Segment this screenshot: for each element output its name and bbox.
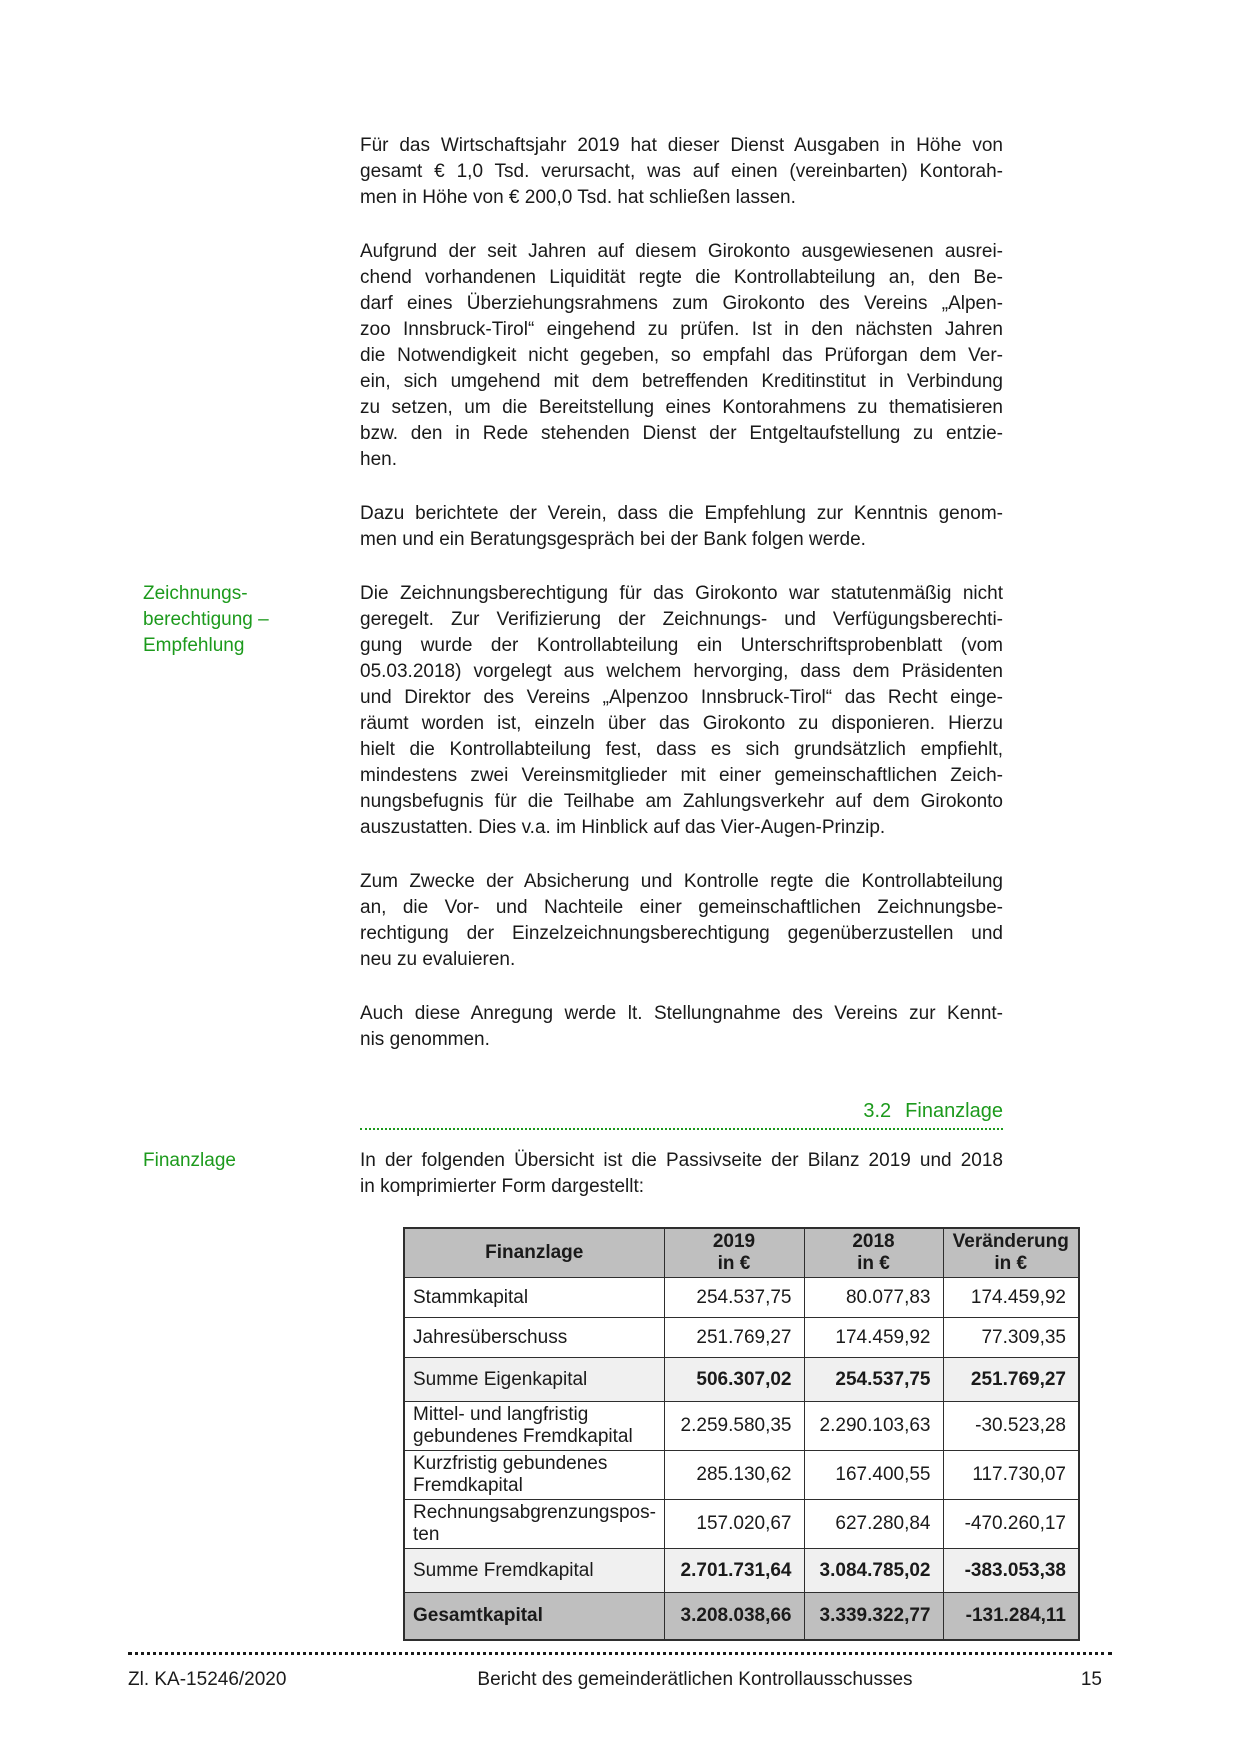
paragraph-girokonto-liquiditaet	[360, 239, 1003, 473]
table-cell-value: 174.459,92	[804, 1318, 943, 1358]
table-row-label: Summe Eigenkapital	[404, 1358, 664, 1402]
text-line: mindestens zwei Vereinsmitglieder mit einer gemeinschaftlichen Zeich-	[360, 765, 1003, 786]
text-line: Für das Wirtschaftsjahr 2019 hat dieser Dienst Ausgaben in Höhe von	[360, 135, 1003, 156]
page-footer	[128, 1652, 1112, 1691]
table-cell-value: 251.769,27	[664, 1318, 804, 1358]
table-row-label: Kurzfristig gebundenes Fremdkapital	[404, 1451, 664, 1500]
table-row-label: Rechnungsabgrenzungspos- ten	[404, 1500, 664, 1549]
table-cell-value: 254.537,75	[664, 1278, 804, 1318]
table-row	[404, 1593, 1079, 1640]
text-line: chend vorhandenen Liquidität regte die Kontrollabteilung an, den Be-	[360, 267, 1003, 288]
table-cell-value: 254.537,75	[804, 1358, 943, 1402]
margin-note-finanzlage	[143, 1148, 360, 1641]
table-row	[404, 1451, 1079, 1500]
text-line: gung wurde der Kontrollabteilung ein Unterschriftsprobenblatt (vom	[360, 635, 1003, 656]
table-cell-value: 167.400,55	[804, 1451, 943, 1500]
paragraph-row-with-note	[143, 1148, 1078, 1641]
text-line: auszustatten. Dies v.a. im Hinblick auf das Vier-Augen-Prinzip.	[360, 817, 886, 838]
footer-report-title: Bericht des gemeinderätlichen Kontrollausschusses	[477, 1669, 913, 1690]
text-line: und Direktor des Vereins „Alpenzoo Innsbruck-Tirol“ das Recht einge-	[360, 687, 1003, 708]
text-line: 05.03.2018) vorgelegt aus welchem hervorging, dass dem Präsidenten	[360, 661, 1003, 682]
text-line: Empfehlung	[143, 635, 245, 656]
table-cell-value: 2.701.731,64	[664, 1549, 804, 1593]
section-number: 3.2	[863, 1100, 892, 1122]
paragraph-wirtschaftsjahr	[360, 133, 1003, 211]
text-line: Die Zeichnungsberechtigung für das Girokonto war statutenmäßig nicht	[360, 583, 1003, 604]
body-column	[360, 133, 1003, 581]
text-line: zoo Innsbruck-Tirol“ eingehend zu prüfen. Ist in den nächsten Jahren	[360, 319, 1003, 340]
paragraph-anregung-kenntnis	[360, 1001, 1003, 1053]
text-line: Zeichnungs-	[143, 583, 248, 604]
table-row	[404, 1278, 1079, 1318]
table-cell-value: 3.208.038,66	[664, 1593, 804, 1640]
text-line: nis genommen.	[360, 1029, 490, 1050]
text-line: Finanzlage	[143, 1150, 236, 1171]
text-line: neu zu evaluieren.	[360, 949, 516, 970]
table-cell-value: 285.130,62	[664, 1451, 804, 1500]
table-cell-value: 77.309,35	[943, 1318, 1079, 1358]
table-cell-value: 80.077,83	[804, 1278, 943, 1318]
table-cell-value: 174.459,92	[943, 1278, 1079, 1318]
footer-page-number: 15	[1080, 1669, 1102, 1690]
table-cell-value: 117.730,07	[943, 1451, 1079, 1500]
paragraph-row	[143, 133, 1078, 581]
paragraph-absicherung-kontrolle	[360, 869, 1003, 973]
table-cell-value: 3.084.785,02	[804, 1549, 943, 1593]
table-row	[404, 1500, 1079, 1549]
text-line: hen.	[360, 449, 397, 470]
text-line: Dazu berichtete der Verein, dass die Empfehlung zur Kenntnis genom-	[360, 503, 1003, 524]
table-header-cell: Veränderung in €	[943, 1228, 1079, 1278]
text-line: Aufgrund der seit Jahren auf diesem Girokonto ausgewiesenen ausrei-	[360, 241, 1003, 262]
section-heading-3-2-finanzlage	[360, 1098, 1003, 1130]
body-column	[360, 1148, 1069, 1641]
finanzlage-table	[403, 1227, 1080, 1641]
table-cell-value: -30.523,28	[943, 1402, 1079, 1451]
table-row-label: Jahresüberschuss	[404, 1318, 664, 1358]
text-line: men in Höhe von € 200,0 Tsd. hat schließen lassen.	[360, 187, 796, 208]
paragraph-verein-stellungnahme	[360, 501, 1003, 553]
table-row	[404, 1549, 1079, 1593]
text-line: hielt die Kontrollabteilung fest, dass es sich grundsätzlich empfiehlt,	[360, 739, 1003, 760]
table-row-label: Mittel- und langfristig gebundenes Fremdkapital	[404, 1402, 664, 1451]
table-cell-value: 2.259.580,35	[664, 1402, 804, 1451]
table-row	[404, 1358, 1079, 1402]
finanzlage-table-body	[404, 1278, 1079, 1640]
table-header-cell: Finanzlage	[404, 1228, 664, 1278]
text-line: rechtigung der Einzelzeichnungsberechtigung gegenüberzustellen und	[360, 923, 1003, 944]
text-line: in komprimierter Form dargestellt:	[360, 1176, 645, 1197]
table-header-cell: 2019 in €	[664, 1228, 804, 1278]
page-content	[143, 133, 1078, 1641]
text-line: geregelt. Zur Verifizierung der Zeichnungs- und Verfügungsberechti-	[360, 609, 1003, 630]
text-line: räumt worden ist, einzeln über das Girokonto zu disponieren. Hierzu	[360, 713, 1003, 734]
paragraph-zeichnungsberechtigung	[360, 581, 1003, 841]
margin-note-empty	[143, 133, 360, 581]
text-line: die Notwendigkeit nicht gegeben, so empfahl das Prüforgan dem Ver-	[360, 345, 1003, 366]
text-line: an, die Vor- und Nachteile einer gemeinschaftlichen Zeichnungsbe-	[360, 897, 1003, 918]
paragraph-row-with-note	[143, 581, 1078, 1081]
table-row-label: Summe Fremdkapital	[404, 1549, 664, 1593]
text-line: darf eines Überziehungsrahmens zum Girokonto des Vereins „Alpen-	[360, 293, 1003, 314]
table-cell-value: 251.769,27	[943, 1358, 1079, 1402]
table-row-label: Stammkapital	[404, 1278, 664, 1318]
section-heading-row	[143, 1081, 1078, 1130]
table-cell-value: -470.260,17	[943, 1500, 1079, 1549]
margin-note-zeichnungsberechtigung	[143, 581, 360, 1081]
text-line: bzw. den in Rede stehenden Dienst der Entgeltaufstellung zu entzie-	[360, 423, 1003, 444]
text-line: zu setzen, um die Bereitstellung eines Kontorahmens zu thematisieren	[360, 397, 1003, 418]
table-cell-value: -131.284,11	[943, 1593, 1079, 1640]
table-cell-value: 157.020,67	[664, 1500, 804, 1549]
table-cell-value: 2.290.103,63	[804, 1402, 943, 1451]
table-header-cell: 2018 in €	[804, 1228, 943, 1278]
table-row	[404, 1402, 1079, 1451]
text-line: In der folgenden Übersicht ist die Passivseite der Bilanz 2019 und 2018	[360, 1150, 1003, 1171]
footer-reference-number: Zl. KA-15246/2020	[128, 1669, 287, 1690]
text-line: gesamt € 1,0 Tsd. verursacht, was auf einen (vereinbarten) Kontorah-	[360, 161, 1003, 182]
margin-note-empty	[143, 1081, 360, 1130]
text-line: men und ein Beratungsgespräch bei der Bank folgen werde.	[360, 529, 866, 550]
text-line: Zum Zwecke der Absicherung und Kontrolle regte die Kontrollabteilung	[360, 871, 1003, 892]
text-line: Auch diese Anregung werde lt. Stellungnahme des Vereins zur Kennt-	[360, 1003, 1003, 1024]
table-cell-value: 627.280,84	[804, 1500, 943, 1549]
text-line: nungsbefugnis für die Teilhabe am Zahlungsverkehr auf dem Girokonto	[360, 791, 1003, 812]
table-cell-value: -383.053,38	[943, 1549, 1079, 1593]
text-line: ein, sich umgehend mit dem betreffenden Kreditinstitut in Verbindung	[360, 371, 1003, 392]
section-title: Finanzlage	[905, 1100, 1003, 1122]
paragraph-uebersicht-intro	[360, 1148, 1003, 1200]
finanzlage-table-header	[404, 1228, 1079, 1278]
table-row-label: Gesamtkapital	[404, 1593, 664, 1640]
text-line: berechtigung –	[143, 609, 269, 630]
table-cell-value: 506.307,02	[664, 1358, 804, 1402]
table-row	[404, 1318, 1079, 1358]
body-column	[360, 581, 1003, 1081]
body-column	[360, 1081, 1003, 1130]
table-cell-value: 3.339.322,77	[804, 1593, 943, 1640]
